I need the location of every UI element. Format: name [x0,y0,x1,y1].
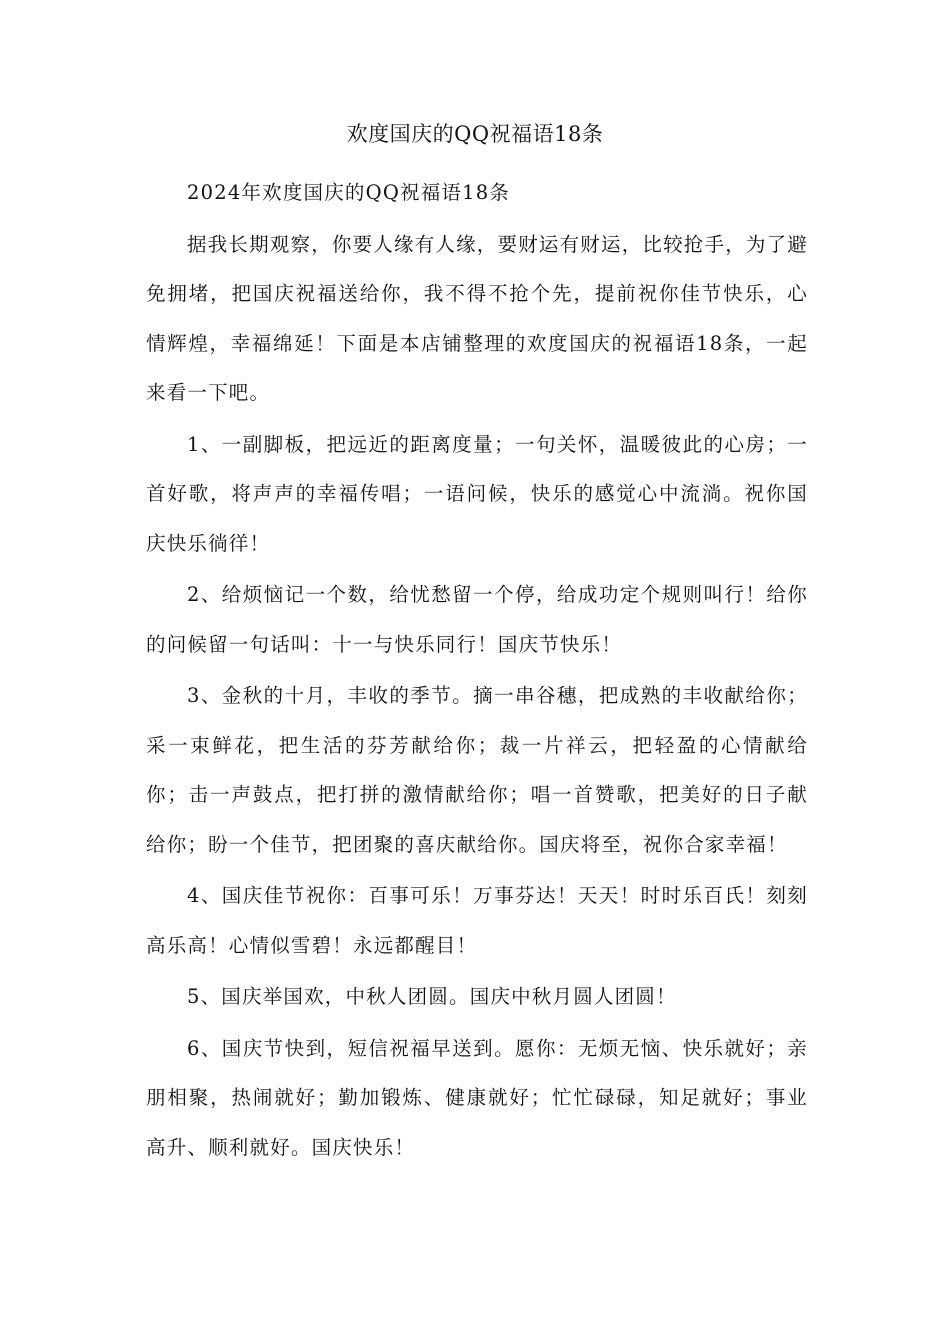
blessing-item-3: 3、金秋的十月，丰收的季节。摘一串谷穗，把成熟的丰收献给你；采一束鲜花，把生活的芬芳献给你；裁一片祥云，把轻盈的心情献给你；击一声鼓点，把打拼的激情献给你；唱一首赞歌，把美好的日子献给你；盼一个佳节，把团聚的喜庆献给你。国庆将至，祝你合家幸福！ [146,684,808,856]
blessing-item-5: 5、国庆举国欢，中秋人团圆。国庆中秋月圆人团圆！ [187,985,677,1008]
document-subtitle: 2024年欢度国庆的QQ祝福语18条 [187,181,511,204]
blessing-item-4: 4、国庆佳节祝你：百事可乐！万事芬达！天天！时时乐百氏！刻刻高乐高！心情似雪碧！永远都醒目！ [146,884,808,957]
blessing-item-6: 6、国庆节快到，短信祝福早送到。愿你：无烦无恼、快乐就好；亲朋相聚，热闹就好；勤加锻炼、健康就好；忙忙碌碌，知足就好；事业高升、顺利就好。国庆快乐！ [146,1036,808,1159]
blessing-item-2: 2、给烦恼记一个数，给忧愁留一个停，给成功定个规则叫行！给你的问候留一句话叫：十一与快乐同行！国庆节快乐！ [146,583,808,656]
intro-paragraph: 据我长期观察，你要人缘有人缘，要财运有财运，比较抢手，为了避免拥堵，把国庆祝福送给你，我不得不抢个先，提前祝你佳节快乐，心情辉煌，幸福绵延！下面是本店铺整理的欢度国庆的祝福语18条，一起来看一下吧。 [146,232,809,404]
document-body [146,168,808,1174]
document-title: 欢度国庆的QQ祝福语18条 [346,122,604,146]
blessing-item-1: 1、一副脚板，把远近的距离度量；一句关怀，温暖彼此的心房；一首好歌，将声声的幸福传唱；一语问候，快乐的感觉心中流淌。祝你国庆快乐徜徉！ [146,432,808,555]
